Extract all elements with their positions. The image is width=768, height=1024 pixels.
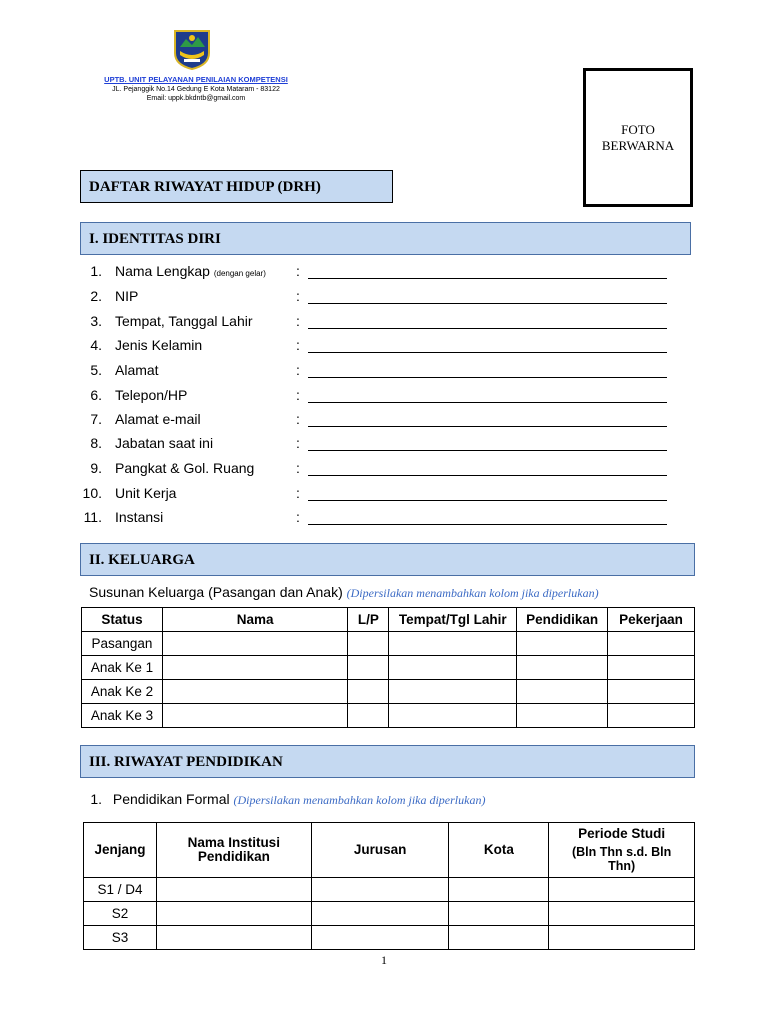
identity-field-label-text: Telepon/HP bbox=[115, 387, 188, 403]
education-sub-num: 1. bbox=[90, 791, 102, 807]
family-table-header bbox=[82, 608, 695, 632]
edu-header-periode-line3: Thn) bbox=[608, 859, 636, 873]
identity-field-number: 11. bbox=[83, 509, 102, 525]
education-empty-cell[interactable] bbox=[311, 926, 449, 950]
identity-field-row bbox=[80, 263, 670, 285]
identity-field-row bbox=[80, 387, 670, 409]
identity-field-number: 2. bbox=[90, 288, 102, 304]
edu-header-institusi-line2: Pendidikan bbox=[197, 849, 270, 864]
identity-field-label-text: Tempat, Tanggal Lahir bbox=[115, 313, 253, 329]
identity-field-label-text: Alamat e-mail bbox=[115, 411, 201, 427]
family-empty-cell[interactable] bbox=[389, 656, 517, 680]
identity-field-label-text: NIP bbox=[115, 288, 139, 304]
identity-field-label bbox=[115, 288, 138, 304]
identity-field-colon: : bbox=[296, 387, 300, 403]
identity-field-input-line[interactable] bbox=[308, 352, 667, 353]
edu-header-periode-line1: Periode Studi bbox=[578, 826, 666, 841]
identity-field-input-line[interactable] bbox=[308, 450, 667, 451]
family-empty-cell[interactable] bbox=[608, 632, 695, 656]
identity-field-colon: : bbox=[296, 362, 300, 378]
photo-label-line1: FOTO bbox=[621, 121, 655, 137]
table-row bbox=[84, 878, 695, 902]
identity-field-number: 7. bbox=[90, 411, 102, 427]
identity-field-colon: : bbox=[296, 509, 300, 525]
education-empty-cell[interactable] bbox=[156, 878, 311, 902]
identity-field-row bbox=[80, 509, 670, 531]
identity-field-label-text: Unit Kerja bbox=[115, 485, 177, 501]
family-empty-cell[interactable] bbox=[608, 704, 695, 728]
section-identitas-header: I. IDENTITAS DIRI bbox=[80, 222, 691, 255]
identity-field-colon: : bbox=[296, 411, 300, 427]
education-empty-cell[interactable] bbox=[156, 926, 311, 950]
identity-field-colon: : bbox=[296, 485, 300, 501]
identity-field-row bbox=[80, 362, 670, 384]
edu-header-jenjang: Jenjang bbox=[84, 823, 157, 878]
identity-field-row bbox=[80, 313, 670, 335]
identity-field-label bbox=[115, 485, 176, 501]
table-row bbox=[82, 704, 695, 728]
document-title: DAFTAR RIWAYAT HIDUP (DRH) bbox=[80, 170, 393, 203]
identity-field-number: 1. bbox=[90, 263, 102, 279]
org-address: JL. Pejanggik No.14 Gedung E Kota Mataram - 83122 bbox=[112, 86, 280, 93]
edu-header-kota: Kota bbox=[449, 823, 549, 878]
identity-field-colon: : bbox=[296, 313, 300, 329]
identity-field-label-text: Alamat bbox=[115, 362, 159, 378]
identity-field-colon: : bbox=[296, 337, 300, 353]
identity-field-label bbox=[115, 263, 266, 279]
identity-field-input-line[interactable] bbox=[308, 426, 667, 427]
identity-field-input-line[interactable] bbox=[308, 278, 667, 279]
photo-box bbox=[583, 68, 693, 207]
family-header-tempat-tgl-lahir: Tempat/Tgl Lahir bbox=[389, 608, 517, 632]
education-note: (Dipersilakan menambahkan kolom jika diperlukan) bbox=[233, 793, 486, 807]
ntb-emblem-logo bbox=[172, 27, 212, 71]
family-empty-cell[interactable] bbox=[348, 632, 389, 656]
family-table bbox=[81, 607, 695, 728]
org-email: Email: uppk.bkdntb@gmail.com bbox=[146, 95, 246, 102]
identity-field-label-text: Pangkat & Gol. Ruang bbox=[115, 460, 255, 476]
education-empty-cell[interactable] bbox=[311, 878, 449, 902]
identity-field-row bbox=[80, 288, 670, 310]
section-pendidikan-header: III. RIWAYAT PENDIDIKAN bbox=[80, 745, 695, 778]
family-status-cell: Anak Ke 1 bbox=[82, 656, 163, 680]
identity-field-hint: (dengan gelar) bbox=[213, 269, 266, 278]
table-row bbox=[82, 680, 695, 704]
family-empty-cell[interactable] bbox=[608, 680, 695, 704]
edu-header-institusi-line1: Nama Institusi bbox=[187, 835, 280, 850]
identity-field-label-text: Nama Lengkap bbox=[115, 263, 210, 279]
family-subtitle bbox=[89, 584, 599, 601]
family-empty-cell[interactable] bbox=[162, 656, 347, 680]
education-table bbox=[83, 822, 695, 950]
identity-field-row bbox=[80, 485, 670, 507]
identity-field-label bbox=[115, 313, 253, 329]
education-jenjang-cell: S1 / D4 bbox=[84, 878, 157, 902]
family-empty-cell[interactable] bbox=[517, 632, 608, 656]
identity-field-label-text: Jenis Kelamin bbox=[115, 337, 203, 353]
identity-field-colon: : bbox=[296, 263, 300, 279]
family-subtitle-text: Susunan Keluarga (Pasangan dan Anak) bbox=[89, 584, 343, 600]
identity-field-input-line[interactable] bbox=[308, 328, 667, 329]
family-header-lp: L/P bbox=[348, 608, 389, 632]
family-empty-cell[interactable] bbox=[389, 680, 517, 704]
identity-field-label bbox=[115, 337, 202, 353]
identity-field-input-line[interactable] bbox=[308, 303, 667, 304]
identity-field-input-line[interactable] bbox=[308, 475, 667, 476]
education-subtitle bbox=[80, 791, 485, 808]
identity-field-row bbox=[80, 460, 670, 482]
education-empty-cell[interactable] bbox=[311, 902, 449, 926]
education-empty-cell[interactable] bbox=[549, 878, 695, 902]
education-empty-cell[interactable] bbox=[156, 902, 311, 926]
identity-field-input-line[interactable] bbox=[308, 377, 667, 378]
family-empty-cell[interactable] bbox=[348, 680, 389, 704]
family-empty-cell[interactable] bbox=[162, 632, 347, 656]
family-header-status: Status bbox=[82, 608, 163, 632]
family-status-cell: Pasangan bbox=[82, 632, 163, 656]
identity-field-input-line[interactable] bbox=[308, 500, 667, 501]
identity-field-row bbox=[80, 411, 670, 433]
family-status-cell: Anak Ke 3 bbox=[82, 704, 163, 728]
table-row bbox=[84, 926, 695, 950]
family-note: (Dipersilakan menambahkan kolom jika diperlukan) bbox=[346, 586, 599, 600]
identity-field-label bbox=[115, 509, 163, 525]
family-empty-cell[interactable] bbox=[517, 656, 608, 680]
education-empty-cell[interactable] bbox=[549, 902, 695, 926]
identity-field-label bbox=[115, 435, 213, 451]
identity-field-number: 3. bbox=[90, 313, 102, 329]
identity-field-colon: : bbox=[296, 288, 300, 304]
education-table-header bbox=[84, 823, 695, 878]
identity-field-label-text: Jabatan saat ini bbox=[115, 435, 214, 451]
family-empty-cell[interactable] bbox=[608, 656, 695, 680]
family-empty-cell[interactable] bbox=[517, 680, 608, 704]
identity-field-colon: : bbox=[296, 460, 300, 476]
photo-label-line2: BERWARNA bbox=[601, 137, 675, 153]
table-row bbox=[84, 902, 695, 926]
identity-field-number: 10. bbox=[82, 485, 102, 501]
family-empty-cell[interactable] bbox=[348, 704, 389, 728]
identity-field-number: 9. bbox=[90, 460, 102, 476]
education-empty-cell[interactable] bbox=[449, 926, 549, 950]
identity-field-number: 6. bbox=[90, 387, 102, 403]
section-keluarga-header: II. KELUARGA bbox=[80, 543, 695, 576]
education-subtitle-text: Pendidikan Formal bbox=[112, 791, 230, 807]
identity-field-label-text: Instansi bbox=[115, 509, 164, 525]
identity-field-colon: : bbox=[296, 435, 300, 451]
family-header-nama: Nama bbox=[162, 608, 347, 632]
education-empty-cell[interactable] bbox=[449, 878, 549, 902]
identity-field-row bbox=[80, 435, 670, 457]
identity-field-row bbox=[80, 337, 670, 359]
family-empty-cell[interactable] bbox=[517, 704, 608, 728]
identity-field-number: 5. bbox=[90, 362, 102, 378]
table-row bbox=[82, 632, 695, 656]
identity-field-input-line[interactable] bbox=[308, 402, 667, 403]
table-row bbox=[82, 656, 695, 680]
identity-field-number: 4. bbox=[90, 337, 102, 353]
family-header-pekerjaan: Pekerjaan bbox=[608, 608, 695, 632]
edu-header-periode-line2: (Bln Thn s.d. Bln bbox=[571, 845, 672, 859]
family-empty-cell[interactable] bbox=[162, 704, 347, 728]
org-name[interactable]: UPTB. UNIT PELAYANAN PENILAIAN KOMPETENSI bbox=[104, 75, 288, 84]
family-empty-cell[interactable] bbox=[348, 656, 389, 680]
edu-header-institusi bbox=[156, 823, 311, 878]
identity-field-number: 8. bbox=[90, 435, 102, 451]
family-empty-cell[interactable] bbox=[389, 632, 517, 656]
family-empty-cell[interactable] bbox=[162, 680, 347, 704]
edu-header-jurusan: Jurusan bbox=[311, 823, 449, 878]
education-empty-cell[interactable] bbox=[549, 926, 695, 950]
family-empty-cell[interactable] bbox=[389, 704, 517, 728]
education-jenjang-cell: S2 bbox=[84, 902, 157, 926]
family-status-cell: Anak Ke 2 bbox=[82, 680, 163, 704]
identity-field-label bbox=[115, 387, 187, 403]
page-number: 1 bbox=[381, 953, 387, 967]
education-empty-cell[interactable] bbox=[449, 902, 549, 926]
family-header-pendidikan: Pendidikan bbox=[517, 608, 608, 632]
edu-header-periode bbox=[549, 823, 695, 878]
identity-field-label bbox=[115, 460, 254, 476]
identity-field-label bbox=[115, 411, 201, 427]
identity-field-label bbox=[115, 362, 159, 378]
education-jenjang-cell: S3 bbox=[84, 926, 157, 950]
identity-field-input-line[interactable] bbox=[308, 524, 667, 525]
